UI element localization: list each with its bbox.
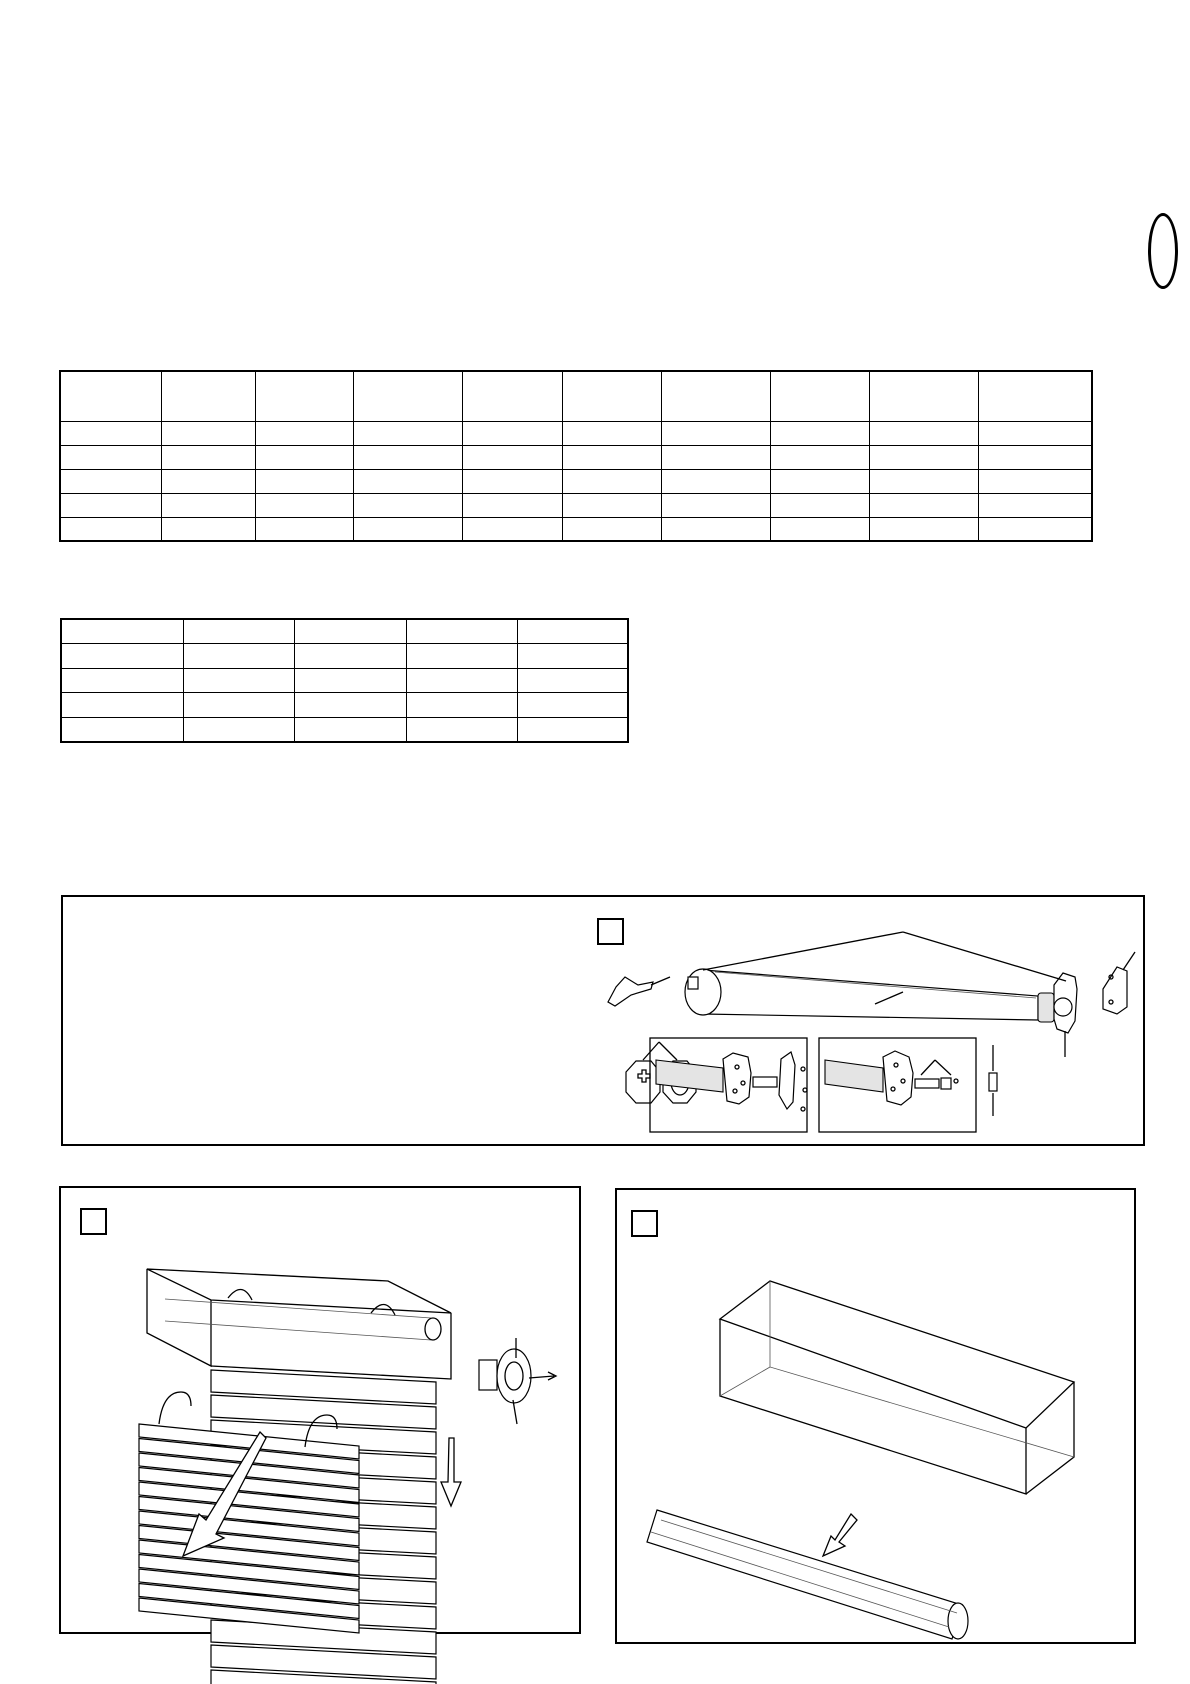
spec-table-header xyxy=(60,371,1092,421)
table-row xyxy=(60,493,1092,517)
table-row xyxy=(61,644,628,669)
table-row xyxy=(60,421,1092,445)
table-row xyxy=(61,693,628,718)
step-panel-remove-tube xyxy=(615,1188,1136,1644)
step-panel-motor-components xyxy=(61,895,1145,1146)
table-row xyxy=(61,668,628,693)
size-table xyxy=(60,618,629,743)
tubular-motor-exploded-icon xyxy=(63,897,1147,1148)
table-row xyxy=(60,445,1092,469)
table-row xyxy=(61,717,628,742)
spec-table xyxy=(59,370,1093,542)
table-row xyxy=(60,517,1092,541)
shutter-box-removal-icon xyxy=(61,1188,583,1636)
step-panel-remove-shutter xyxy=(59,1186,581,1634)
table-row xyxy=(61,619,628,644)
table-row xyxy=(60,469,1092,493)
language-badge xyxy=(1148,213,1178,289)
roller-tube-removal-icon xyxy=(617,1190,1138,1646)
